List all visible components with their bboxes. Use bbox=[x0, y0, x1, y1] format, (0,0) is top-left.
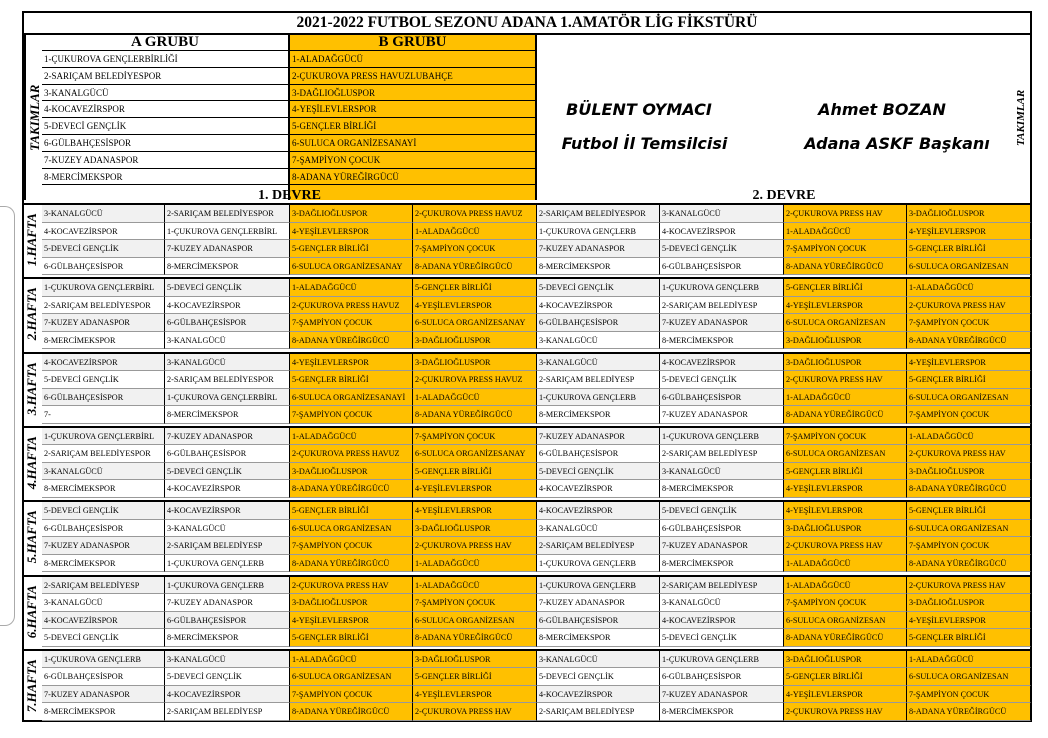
fixture-cell: 1-ALADAĞGÜCÜ bbox=[784, 555, 907, 573]
fixture-cell: 2-ÇUKUROVA PRESS HAV bbox=[784, 205, 907, 223]
fixture-cell: 3-DAĞLIOĞLUSPOR bbox=[907, 594, 1031, 612]
fixture-cell: 7-KUZEY ADANASPOR bbox=[165, 428, 290, 446]
fixture-cell: 3-DAĞLIOĞLUSPOR bbox=[784, 354, 907, 372]
fixture-cell: 7-KUZEY ADANASPOR bbox=[42, 537, 165, 555]
fixture-cell: 2-SARIÇAM BELEDİYESPOR bbox=[42, 445, 165, 463]
fixture-cell: 5-DEVECİ GENÇLİK bbox=[165, 668, 290, 686]
week-label: 1.HAFTA bbox=[24, 213, 39, 267]
fixture-cell: 5-DEVECİ GENÇLİK bbox=[537, 279, 660, 297]
fixture-cell: 6-SULUCA ORGANİZESANAY bbox=[290, 258, 413, 276]
fixture-cell: 2-SARIÇAM BELEDİYESP bbox=[660, 445, 784, 463]
fixture-cell: 2-ÇUKUROVA PRESS HAV bbox=[784, 703, 907, 721]
fixture-cell: 6-GÜLBAHÇESİSPOR bbox=[660, 389, 784, 407]
fixture-cell: 2-ÇUKUROVA PRESS HAVUZ bbox=[290, 445, 413, 463]
fixture-cell: 2-SARIÇAM BELEDİYESP bbox=[537, 371, 660, 389]
group-b-header: B GRUBU bbox=[290, 35, 535, 51]
fixture-cell: 5-GENÇLER BİRLİĞİ bbox=[907, 629, 1031, 647]
fixture-cell: 2-SARIÇAM BELEDİYESPOR bbox=[165, 371, 290, 389]
fixture-cell: 8-MERCİMEKSPOR bbox=[42, 555, 165, 573]
fixture-cell: 1-ALADAĞGÜCÜ bbox=[290, 428, 413, 446]
fixture-cell: 6-SULUCA ORGANİZESANAYİ bbox=[290, 389, 413, 407]
fixture-cell: 5-DEVECİ GENÇLİK bbox=[165, 279, 290, 297]
fixture-cell: 8-MERCİMEKSPOR bbox=[537, 406, 660, 424]
fixture-cell: 1-ALADAĞGÜCÜ bbox=[413, 577, 537, 595]
group-b bbox=[290, 35, 537, 200]
signature-right-name: Ahmet BOZAN bbox=[818, 100, 946, 119]
fixture-cell: 1-ALADAĞGÜCÜ bbox=[413, 389, 537, 407]
group-a-team: 1-ÇUKUROVA GENÇLERBİRLİĞİ bbox=[42, 51, 288, 68]
fixture-cell: 2-SARIÇAM BELEDİYESPOR bbox=[537, 205, 660, 223]
fixture-cell: 5-DEVECİ GENÇLİK bbox=[660, 240, 784, 258]
fixture-cell: 1-ALADAĞGÜCÜ bbox=[413, 555, 537, 573]
fixture-cell: 7-KUZEY ADANASPOR bbox=[165, 240, 290, 258]
fixture-cell: 7- bbox=[42, 406, 165, 424]
group-b-team: 3-DAĞLIOĞLUSPOR bbox=[290, 85, 535, 102]
fixture-cell: 8-ADANA YÜREĞİRGÜCÜ bbox=[907, 555, 1031, 573]
fixture-cell: 6-SULUCA ORGANİZESAN bbox=[907, 668, 1031, 686]
fixture-cell: 8-ADANA YÜREĞİRGÜCÜ bbox=[413, 629, 537, 647]
fixture-cell: 1-ÇUKUROVA GENÇLERB bbox=[660, 651, 784, 669]
fixture-cell: 2-ÇUKUROVA PRESS HAV bbox=[413, 537, 537, 555]
fixture-cell: 1-ALADAĞGÜCÜ bbox=[413, 223, 537, 241]
fixture-cell: 3-KANALGÜCÜ bbox=[165, 354, 290, 372]
fixture-cell: 8-MERCİMEKSPOR bbox=[537, 629, 660, 647]
fixture-cell: 1-ALADAĞGÜCÜ bbox=[907, 428, 1031, 446]
fixture-cell: 6-GÜLBAHÇESİSPOR bbox=[165, 612, 290, 630]
fixture-cell: 4-YEŞİLEVLERSPOR bbox=[784, 297, 907, 315]
fixture-cell: 4-YEŞİLEVLERSPOR bbox=[784, 686, 907, 704]
fixture-cell: 2-SARIÇAM BELEDİYESP bbox=[42, 577, 165, 595]
fixture-cell: 4-KOCAVEZİRSPOR bbox=[537, 686, 660, 704]
fixture-cell: 1-ÇUKUROVA GENÇLERB bbox=[165, 577, 290, 595]
fixture-cell: 7-KUZEY ADANASPOR bbox=[660, 537, 784, 555]
fixture-cell: 3-DAĞLIOĞLUSPOR bbox=[907, 205, 1031, 223]
fixture-cell: 5-GENÇLER BİRLİĞİ bbox=[290, 502, 413, 520]
fixture-cell: 5-GENÇLER BİRLİĞİ bbox=[290, 371, 413, 389]
fixture-cell: 4-KOCAVEZİRSPOR bbox=[660, 354, 784, 372]
group-a bbox=[42, 35, 290, 200]
fixture-cell: 8-ADANA YÜREĞİRGÜCÜ bbox=[784, 258, 907, 276]
fixture-cell: 7-KUZEY ADANASPOR bbox=[660, 314, 784, 332]
fixture-cell: 2-ÇUKUROVA PRESS HAV bbox=[784, 537, 907, 555]
fixture-cell: 7-KUZEY ADANASPOR bbox=[537, 428, 660, 446]
fixture-cell: 6-SULUCA ORGANİZESAN bbox=[784, 314, 907, 332]
fixture-cell: 7-KUZEY ADANASPOR bbox=[660, 406, 784, 424]
fixture-cell: 8-ADANA YÜREĞİRGÜCÜ bbox=[290, 555, 413, 573]
fixture-cell: 7-ŞAMPİYON ÇOCUK bbox=[290, 406, 413, 424]
fixture-cell: 7-ŞAMPİYON ÇOCUK bbox=[413, 594, 537, 612]
fixture-cell: 5-GENÇLER BİRLİĞİ bbox=[290, 240, 413, 258]
fixture-cell: 5-DEVECİ GENÇLİK bbox=[660, 502, 784, 520]
fixture-cell: 1-ÇUKUROVA GENÇLERBİRL bbox=[42, 428, 165, 446]
fixture-cell: 5-GENÇLER BİRLİĞİ bbox=[784, 668, 907, 686]
fixture-cell: 4-YEŞİLEVLERSPOR bbox=[413, 480, 537, 498]
fixture-cell: 4-YEŞİLEVLERSPOR bbox=[907, 223, 1031, 241]
fixture-cell: 7-ŞAMPİYON ÇOCUK bbox=[784, 240, 907, 258]
fixture-cell: 5-GENÇLER BİRLİĞİ bbox=[413, 463, 537, 481]
fixture-cell: 5-DEVECİ GENÇLİK bbox=[537, 668, 660, 686]
fixture-cell: 8-MERCİMEKSPOR bbox=[537, 258, 660, 276]
group-b-team: 6-SULUCA ORGANİZESANAYİ bbox=[290, 135, 535, 152]
group-b-team: 4-YEŞİLEVLERSPOR bbox=[290, 101, 535, 118]
fixture-cell: 6-SULUCA ORGANİZESAN bbox=[907, 520, 1031, 538]
fixture-cell: 6-GÜLBAHÇESİSPOR bbox=[42, 668, 165, 686]
fixture-cell: 3-DAĞLIOĞLUSPOR bbox=[784, 332, 907, 350]
fixture-sheet bbox=[22, 11, 1032, 722]
group-a-team: 2-SARIÇAM BELEDİYESPOR bbox=[42, 68, 288, 85]
fixture-cell: 6-GÜLBAHÇESİSPOR bbox=[537, 445, 660, 463]
week-label: 7.HAFTA bbox=[24, 659, 39, 713]
fixture-cell: 4-KOCAVEZİRSPOR bbox=[660, 223, 784, 241]
signature-left-title: Futbol İl Temsilcisi bbox=[561, 134, 728, 153]
fixture-cell: 2-ÇUKUROVA PRESS HAV bbox=[907, 577, 1031, 595]
fixture-cell: 2-SARIÇAM BELEDİYESP bbox=[660, 297, 784, 315]
fixture-cell: 4-KOCAVEZİRSPOR bbox=[537, 480, 660, 498]
fixture-cell: 7-KUZEY ADANASPOR bbox=[660, 686, 784, 704]
fixture-cell: 7-KUZEY ADANASPOR bbox=[165, 594, 290, 612]
fixture-cell: 3-KANALGÜCÜ bbox=[537, 520, 660, 538]
fixture-cell: 4-YEŞİLEVLERSPOR bbox=[907, 354, 1031, 372]
fixture-cell: 5-GENÇLER BİRLİĞİ bbox=[413, 668, 537, 686]
fixture-cell: 7-KUZEY ADANASPOR bbox=[42, 314, 165, 332]
fixture-cell: 1-ALADAĞGÜCÜ bbox=[290, 279, 413, 297]
fixture-cell: 6-SULUCA ORGANİZESAN bbox=[784, 445, 907, 463]
fixture-cell: 5-GENÇLER BİRLİĞİ bbox=[907, 371, 1031, 389]
week-label: 5.HAFTA bbox=[24, 510, 39, 564]
fixture-cell: 6-SULUCA ORGANİZESAN bbox=[290, 520, 413, 538]
fixture-cell: 1-ÇUKUROVA GENÇLERBİRL bbox=[165, 389, 290, 407]
fixture-cell: 4-KOCAVEZİRSPOR bbox=[165, 297, 290, 315]
fixture-cell: 1-ALADAĞGÜCÜ bbox=[290, 651, 413, 669]
fixture-cell: 4-YEŞİLEVLERSPOR bbox=[413, 297, 537, 315]
fixture-cell: 8-MERCİMEKSPOR bbox=[42, 480, 165, 498]
fixture-cell: 7-ŞAMPİYON ÇOCUK bbox=[907, 406, 1031, 424]
fixture-cell: 2-ÇUKUROVA PRESS HAV bbox=[290, 577, 413, 595]
fixture-cell: 3-DAĞLIOĞLUSPOR bbox=[290, 205, 413, 223]
fixture-cell: 8-MERCİMEKSPOR bbox=[165, 629, 290, 647]
group-b-team: 2-ÇUKUROVA PRESS HAVUZLUBAHÇE bbox=[290, 68, 535, 85]
fixture-cell: 3-KANALGÜCÜ bbox=[660, 205, 784, 223]
fixture-cell: 3-KANALGÜCÜ bbox=[537, 332, 660, 350]
signature-left-name: BÜLENT OYMACI bbox=[566, 100, 712, 119]
fixture-cell: 7-ŞAMPİYON ÇOCUK bbox=[784, 594, 907, 612]
fixture-cell: 1-ÇUKUROVA GENÇLERBİRL bbox=[42, 279, 165, 297]
fixture-cell: 2-SARIÇAM BELEDİYESP bbox=[165, 537, 290, 555]
fixture-cell: 7-ŞAMPİYON ÇOCUK bbox=[290, 537, 413, 555]
fixture-cell: 3-KANALGÜCÜ bbox=[165, 520, 290, 538]
week-label: 2.HAFTA bbox=[24, 287, 39, 341]
teams-side-label-right: TAKIMLAR bbox=[1012, 35, 1032, 200]
fixture-cell: 5-DEVECİ GENÇLİK bbox=[42, 502, 165, 520]
fixture-cell: 7-ŞAMPİYON ÇOCUK bbox=[784, 428, 907, 446]
fixture-cell: 6-GÜLBAHÇESİSPOR bbox=[660, 258, 784, 276]
fixture-cell: 8-MERCİMEKSPOR bbox=[42, 332, 165, 350]
fixture-cell: 8-ADANA YÜREĞİRGÜCÜ bbox=[413, 406, 537, 424]
fixture-cell: 8-MERCİMEKSPOR bbox=[660, 703, 784, 721]
fixture-cell: 3-KANALGÜCÜ bbox=[42, 205, 165, 223]
fixture-cell: 1-ALADAĞGÜCÜ bbox=[907, 279, 1031, 297]
fixture-cell: 4-YEŞİLEVLERSPOR bbox=[413, 502, 537, 520]
fixture-cell: 4-KOCAVEZİRSPOR bbox=[165, 480, 290, 498]
fixture-cell: 7-ŞAMPİYON ÇOCUK bbox=[907, 686, 1031, 704]
fixture-cell: 7-KUZEY ADANASPOR bbox=[537, 240, 660, 258]
fixture-cell: 6-GÜLBAHÇESİSPOR bbox=[42, 520, 165, 538]
fixture-cell: 1-ÇUKUROVA GENÇLERB bbox=[165, 555, 290, 573]
fixture-cell: 5-GENÇLER BİRLİĞİ bbox=[907, 240, 1031, 258]
fixture-cell: 3-KANALGÜCÜ bbox=[660, 463, 784, 481]
fixture-cell: 6-SULUCA ORGANİZESANAY bbox=[413, 314, 537, 332]
fixture-cell: 7-ŞAMPİYON ÇOCUK bbox=[907, 537, 1031, 555]
fixture-cell: 5-DEVECİ GENÇLİK bbox=[42, 371, 165, 389]
fixture-cell: 4-KOCAVEZİRSPOR bbox=[537, 502, 660, 520]
fixture-cell: 8-ADANA YÜREĞİRGÜCÜ bbox=[290, 480, 413, 498]
fixture-cell: 1-ÇUKUROVA GENÇLERB bbox=[660, 279, 784, 297]
fixture-cell: 4-KOCAVEZİRSPOR bbox=[660, 612, 784, 630]
fixture-cell: 8-MERCİMEKSPOR bbox=[42, 703, 165, 721]
teams-side-label-left: TAKIMLAR bbox=[24, 35, 44, 200]
fixture-cell: 1-ÇUKUROVA GENÇLERB bbox=[537, 577, 660, 595]
fixture-cell: 8-ADANA YÜREĞİRGÜCÜ bbox=[907, 703, 1031, 721]
fixture-cell: 6-SULUCA ORGANİZESAN bbox=[907, 258, 1031, 276]
page-title: 2021-2022 FUTBOL SEZONU ADANA 1.AMATÖR LİG FİKSTÜRÜ bbox=[24, 13, 1030, 35]
fixture-cell: 4-KOCAVEZİRSPOR bbox=[42, 612, 165, 630]
fixture-cell: 8-ADANA YÜREĞİRGÜCÜ bbox=[907, 480, 1031, 498]
fixture-cell: 6-GÜLBAHÇESİSPOR bbox=[537, 314, 660, 332]
fixture-cell: 4-YEŞİLEVLERSPOR bbox=[290, 612, 413, 630]
group-b-team: 7-ŞAMPİYON ÇOCUK bbox=[290, 152, 535, 169]
fixture-cell: 8-ADANA YÜREĞİRGÜCÜ bbox=[413, 258, 537, 276]
fixture-cell: 4-KOCAVEZİRSPOR bbox=[42, 223, 165, 241]
fixture-cell: 7-ŞAMPİYON ÇOCUK bbox=[413, 428, 537, 446]
fixture-cell: 8-MERCİMEKSPOR bbox=[660, 332, 784, 350]
group-b-team: 5-GENÇLER BİRLİĞİ bbox=[290, 118, 535, 135]
fixture-cell: 1-ÇUKUROVA GENÇLERB bbox=[537, 223, 660, 241]
fixture-cell: 6-SULUCA ORGANİZESAN bbox=[784, 612, 907, 630]
group-a-team: 7-KUZEY ADANASPOR bbox=[42, 152, 288, 169]
group-a-team: 6-GÜLBAHÇESİSPOR bbox=[42, 135, 288, 152]
fixture-cell: 8-MERCİMEKSPOR bbox=[165, 258, 290, 276]
fixture-cell: 7-KUZEY ADANASPOR bbox=[42, 686, 165, 704]
fixture-cell: 3-KANALGÜCÜ bbox=[537, 651, 660, 669]
fixture-cell: 1-ALADAĞGÜCÜ bbox=[784, 223, 907, 241]
fixture-cell: 4-KOCAVEZİRSPOR bbox=[165, 686, 290, 704]
fixture-cell: 3-DAĞLIOĞLUSPOR bbox=[784, 520, 907, 538]
window-edge bbox=[0, 206, 15, 626]
fixture-cell: 3-KANALGÜCÜ bbox=[42, 463, 165, 481]
fixture-cell: 4-YEŞİLEVLERSPOR bbox=[784, 480, 907, 498]
fixture-cell: 7-KUZEY ADANASPOR bbox=[537, 594, 660, 612]
fixture-cell: 8-ADANA YÜREĞİRGÜCÜ bbox=[907, 332, 1031, 350]
fixture-cell: 1-ÇUKUROVA GENÇLERB bbox=[537, 555, 660, 573]
fixture-cell: 8-MERCİMEKSPOR bbox=[660, 480, 784, 498]
fixture-cell: 4-KOCAVEZİRSPOR bbox=[537, 297, 660, 315]
fixture-cell: 6-GÜLBAHÇESİSPOR bbox=[42, 389, 165, 407]
group-b-team: 1-ALADAĞGÜCÜ bbox=[290, 51, 535, 68]
fixture-cell: 7-ŞAMPİYON ÇOCUK bbox=[907, 314, 1031, 332]
fixture-cell: 1-ALADAĞGÜCÜ bbox=[784, 577, 907, 595]
fixture-cell: 2-ÇUKUROVA PRESS HAV bbox=[784, 371, 907, 389]
fixture-cell: 5-DEVECİ GENÇLİK bbox=[537, 463, 660, 481]
fixture-cell: 6-SULUCA ORGANİZESAN bbox=[290, 668, 413, 686]
fixture-cell: 5-GENÇLER BİRLİĞİ bbox=[907, 502, 1031, 520]
fixture-cell: 5-GENÇLER BİRLİĞİ bbox=[413, 279, 537, 297]
fixture-cell: 2-ÇUKUROVA PRESS HAVUZ bbox=[290, 297, 413, 315]
fixture-cell: 7-ŞAMPİYON ÇOCUK bbox=[290, 686, 413, 704]
fixture-cell: 6-GÜLBAHÇESİSPOR bbox=[165, 314, 290, 332]
fixture-cell: 6-SULUCA ORGANİZESAN bbox=[413, 612, 537, 630]
fixture-cell: 4-YEŞİLEVLERSPOR bbox=[290, 223, 413, 241]
fixture-cell: 4-KOCAVEZİRSPOR bbox=[165, 502, 290, 520]
fixture-cell: 8-ADANA YÜREĞİRGÜCÜ bbox=[290, 332, 413, 350]
fixture-cell: 1-ÇUKUROVA GENÇLERBİRL bbox=[165, 223, 290, 241]
group-a-team: 4-KOCAVEZİRSPOR bbox=[42, 101, 288, 118]
fixture-cell: 4-YEŞİLEVLERSPOR bbox=[413, 686, 537, 704]
fixture-cell: 5-GENÇLER BİRLİĞİ bbox=[290, 629, 413, 647]
fixture-cell: 6-SULUCA ORGANİZESAN bbox=[907, 389, 1031, 407]
fixture-cell: 8-MERCİMEKSPOR bbox=[660, 555, 784, 573]
fixture-cell: 7-ŞAMPİYON ÇOCUK bbox=[290, 314, 413, 332]
fixture-cell: 3-KANALGÜCÜ bbox=[537, 354, 660, 372]
fixture-cell: 2-SARIÇAM BELEDİYESP bbox=[537, 537, 660, 555]
fixture-cell: 5-DEVECİ GENÇLİK bbox=[42, 629, 165, 647]
fixture-cell: 8-MERCİMEKSPOR bbox=[165, 406, 290, 424]
week-label: 6.HAFTA bbox=[24, 585, 39, 639]
fixture-cell: 3-DAĞLIOĞLUSPOR bbox=[413, 332, 537, 350]
fixture-cell: 4-YEŞİLEVLERSPOR bbox=[784, 502, 907, 520]
second-half-label: 2. DEVRE bbox=[752, 188, 816, 203]
first-half-label: 1. DEVRE bbox=[257, 188, 321, 203]
group-a-team: 3-KANALGÜCÜ bbox=[42, 85, 288, 102]
fixture-cell: 6-SULUCA ORGANİZESANAY bbox=[413, 445, 537, 463]
fixture-cell: 3-DAĞLIOĞLUSPOR bbox=[290, 594, 413, 612]
group-b-team: 8-ADANA YÜREĞİRGÜCÜ bbox=[290, 169, 535, 186]
fixture-cell: 3-DAĞLIOĞLUSPOR bbox=[907, 463, 1031, 481]
fixture-cell: 1-ALADAĞGÜCÜ bbox=[784, 389, 907, 407]
fixture-cell: 6-GÜLBAHÇESİSPOR bbox=[660, 520, 784, 538]
fixture-cell: 3-KANALGÜCÜ bbox=[660, 594, 784, 612]
fixture-cell: 2-ÇUKUROVA PRESS HAV bbox=[907, 445, 1031, 463]
fixture-cell: 3-DAĞLIOĞLUSPOR bbox=[290, 463, 413, 481]
fixture-cell: 6-GÜLBAHÇESİSPOR bbox=[165, 445, 290, 463]
fixture-cell: 7-ŞAMPİYON ÇOCUK bbox=[413, 240, 537, 258]
fixture-cell: 2-SARIÇAM BELEDİYESPOR bbox=[165, 205, 290, 223]
fixture-cell: 2-ÇUKUROVA PRESS HAV bbox=[413, 703, 537, 721]
fixture-cell: 1-ÇUKUROVA GENÇLERB bbox=[537, 389, 660, 407]
group-a-header: A GRUBU bbox=[42, 35, 288, 51]
fixture-cell: 6-GÜLBAHÇESİSPOR bbox=[660, 668, 784, 686]
fixture-cell: 2-ÇUKUROVA PRESS HAVUZ bbox=[413, 371, 537, 389]
fixture-cell: 2-SARIÇAM BELEDİYESP bbox=[537, 703, 660, 721]
group-a-team: 8-MERCİMEKSPOR bbox=[42, 169, 288, 186]
fixture-cell: 3-DAĞLIOĞLUSPOR bbox=[413, 354, 537, 372]
fixture-cell: 3-KANALGÜCÜ bbox=[165, 651, 290, 669]
fixture-cell: 5-DEVECİ GENÇLİK bbox=[42, 240, 165, 258]
fixture-cell: 4-YEŞİLEVLERSPOR bbox=[290, 354, 413, 372]
fixture-cell: 6-GÜLBAHÇESİSPOR bbox=[537, 612, 660, 630]
fixture-cell: 5-DEVECİ GENÇLİK bbox=[165, 463, 290, 481]
group-a-team: 5-DEVECİ GENÇLİK bbox=[42, 118, 288, 135]
signature-right-title: Adana ASKF Başkanı bbox=[804, 134, 990, 153]
fixture-cell: 6-GÜLBAHÇESİSPOR bbox=[42, 258, 165, 276]
fixture-cell: 1-ÇUKUROVA GENÇLERB bbox=[660, 428, 784, 446]
fixture-cell: 3-DAĞLIOĞLUSPOR bbox=[413, 520, 537, 538]
week-label: 4.HAFTA bbox=[24, 436, 39, 490]
week-label: 3.HAFTA bbox=[24, 362, 39, 416]
fixture-cell: 4-KOCAVEZİRSPOR bbox=[42, 354, 165, 372]
fixture-cell: 3-DAĞLIOĞLUSPOR bbox=[784, 651, 907, 669]
fixture-cell: 2-ÇUKUROVA PRESS HAV bbox=[907, 297, 1031, 315]
fixture-cell: 8-ADANA YÜREĞİRGÜCÜ bbox=[784, 629, 907, 647]
fixture-cell: 8-ADANA YÜREĞİRGÜCÜ bbox=[290, 703, 413, 721]
fixture-cell: 5-GENÇLER BİRLİĞİ bbox=[784, 463, 907, 481]
fixture-cell: 3-DAĞLIOĞLUSPOR bbox=[413, 651, 537, 669]
fixture-cell: 2-ÇUKUROVA PRESS HAVUZ bbox=[413, 205, 537, 223]
fixture-cell: 8-ADANA YÜREĞİRGÜCÜ bbox=[784, 406, 907, 424]
fixture-cell: 3-KANALGÜCÜ bbox=[165, 332, 290, 350]
fixture-cell: 1-ALADAĞGÜCÜ bbox=[907, 651, 1031, 669]
fixture-cell: 2-SARIÇAM BELEDİYESPOR bbox=[42, 297, 165, 315]
fixture-cell: 5-DEVECİ GENÇLİK bbox=[660, 629, 784, 647]
fixture-cell: 2-SARIÇAM BELEDİYESP bbox=[660, 577, 784, 595]
fixture-cell: 5-GENÇLER BİRLİĞİ bbox=[784, 279, 907, 297]
fixture-cell: 3-KANALGÜCÜ bbox=[42, 594, 165, 612]
fixture-cell: 1-ÇUKUROVA GENÇLERB bbox=[42, 651, 165, 669]
fixture-cell: 5-DEVECİ GENÇLİK bbox=[660, 371, 784, 389]
fixture-cell: 4-YEŞİLEVLERSPOR bbox=[907, 612, 1031, 630]
fixture-cell: 2-SARIÇAM BELEDİYESP bbox=[165, 703, 290, 721]
